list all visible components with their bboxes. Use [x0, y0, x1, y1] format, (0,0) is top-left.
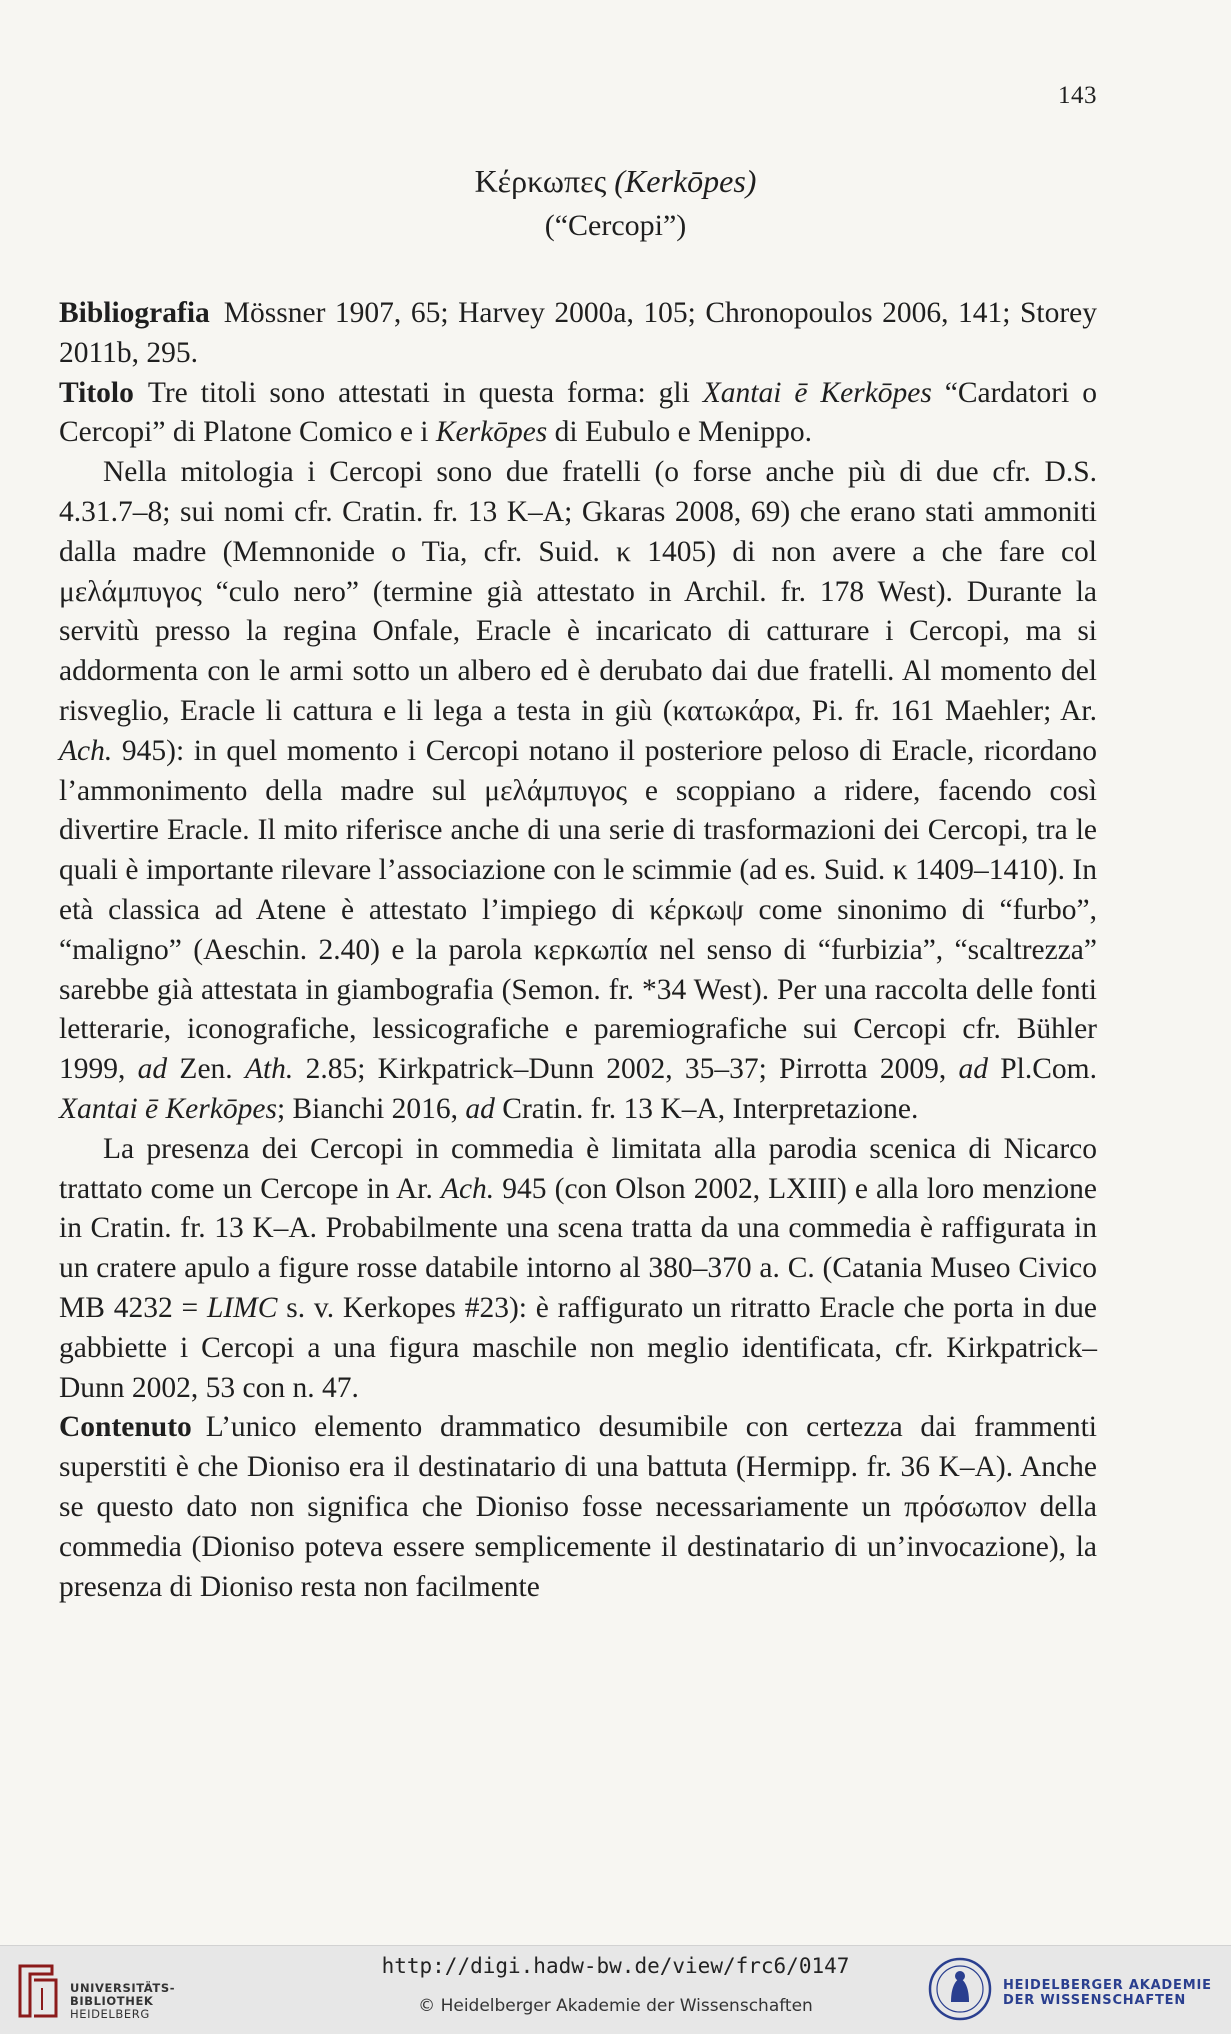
titolo-section [59, 374, 1097, 454]
titolo-label: Titolo [59, 376, 134, 409]
contenuto-label: Contenuto [59, 1411, 192, 1444]
italic-run: ad [137, 1053, 168, 1086]
text-run: Zen. [167, 1053, 245, 1086]
italic-run: Ath. [244, 1053, 294, 1086]
italic-run: ad [958, 1053, 988, 1086]
text-run: s. v. Kerkopes #23): è raffigurato un ritratto Eracle che porta in due gabbiette i Cercopi a una figura maschile non meglio identificata, cfr. Kirkpatrick–Dunn 2002, 53 con n. 47. [59, 1291, 1098, 1404]
italic-run: Ach. [59, 734, 113, 767]
text-run: Pl.Com. [988, 1053, 1097, 1086]
entry-title [0, 160, 1231, 248]
academy-name [1003, 1978, 1212, 2008]
academy-logo[interactable] [927, 1956, 1217, 2024]
text-run: La presenza dei Cercopi in commedia è limitata alla parodia scenica di Nicarco trattato come un Cercope in Ar. [59, 1132, 1097, 1205]
page-number: 143 [1058, 82, 1097, 109]
text-run: di Eubulo e Menippo. [547, 416, 812, 449]
italic-run: ad [465, 1092, 495, 1125]
academy-seal-icon [927, 1956, 993, 2022]
italic-run: Xantai ē Kerkōpes [702, 376, 932, 409]
text-run: Cratin. fr. 13 K–A, Interpretazione. [494, 1092, 919, 1125]
italic-run: Ach. [440, 1172, 495, 1205]
title-line [0, 160, 1231, 202]
bibliografia-section [59, 294, 1097, 374]
contenuto-section [59, 1408, 1097, 1607]
mythology-paragraph [59, 453, 1097, 1130]
logo-text-line: UNIVERSITÄTS- [70, 1981, 176, 1995]
entry-body [59, 294, 1097, 1607]
text-run: “Cardatori o Cercopi” di Platone Comico e i [59, 376, 1097, 449]
text-run: 2.85; Kirkpatrick–Dunn 2002, 35–37; Pirrotta 2009, [293, 1053, 959, 1086]
bibliografia-label: Bibliografia [59, 297, 210, 329]
logo-text-line: BIBLIOTHEK [70, 1994, 154, 2008]
permalink-url[interactable]: http://digi.hadw-bw.de/view/frc6/0147 [381, 1954, 850, 1978]
logo-text-line: HEIDELBERGER AKADEMIE [1003, 1978, 1212, 1993]
viewer-footer [0, 1945, 1231, 2034]
title-translation: (“Cercopi”) [544, 209, 687, 242]
logo-text-line: DER WISSENSCHAFTEN [1003, 1993, 1187, 2008]
italic-run: Xantai ē Kerkōpes [59, 1092, 277, 1125]
italic-run: LIMC [206, 1291, 278, 1324]
title-latin: (Kerkōpes) [614, 163, 757, 199]
title-greek: Κέρκωπες [474, 163, 607, 199]
text-run: Tre titoli sono attestati in questa forma: gli [147, 376, 703, 409]
text-run: Nella mitologia i Cercopi sono due fratelli (o forse anche più di due cfr. D.S. 4.31.7–8; sui nomi cfr. Cratin. fr. 13 K–A; Gkaras 2008, 69) che erano stati ammoniti dalla madre (Memnonide o Tia, cfr. Suid. κ 1405) di non avere a che fare col μελάμπυγος “culo nero” (termine già attestato in Archil. fr. 178 West). Durante la servitù presso la regina Onfale, Eracle è incaricato di catturare i Cercopi, ma si addormenta con le armi sotto un albero ed è derubato dai due fratelli. Al momento del risveglio, Eracle li cattura e li lega a testa in giù (κατωκάρα, Pi. fr. 161 Maehler; Ar. [59, 456, 1097, 727]
text-run: 945): in quel momento i Cercopi notano il posteriore peloso di Eracle, ricordano l’ammonimento della madre sul μελάμπυγος e scoppiano a ridere, facendo così divertire Eracle. Il mito riferisce anche di una serie di trasformazioni dei Cercopi, tra le quali è importante rilevare l’associazione con le scimmie (ad es. Suid. κ 1409–1410). In età classica ad Atene è attestato l’impiego di κέρκωψ come sinonimo di “furbo”, “maligno” (Aeschin. 2.40) e la parola κερκωπία nel senso di “furbizia”, “scaltrezza” sarebbe già attestata in giambografia (Semon. fr. *34 West). Per una raccolta delle fonti letterarie, iconografiche, lessicografiche e paremiografiche sui Cercopi cfr. Bühler 1999, [59, 734, 1097, 1086]
text-run: 945 (con Olson 2002, LXIII) e alla loro menzione in Cratin. fr. 13 K–A. Probabilmente una scena tratta da una commedia è raffigurata in un cratere apulo a figure rosse databile intorno al 380–370 a. C. (Catania Museo Civico MB 4232 = [59, 1172, 1097, 1324]
comedy-paragraph [59, 1130, 1097, 1409]
contenuto-text: L’unico elemento drammatico desumibile con certezza dai frammenti superstiti è che Dioniso era il destinatario di una battuta (Hermipp. fr. 36 K–A). Anche se questo dato non significa che Dioniso fosse necessariamente un πρόσωπον della commedia (Dioniso poteva essere semplicemente il destinatario di un’invocazione), la presenza di Dioniso resta non facilmente [59, 1411, 1097, 1603]
copyright-notice: © Heidelberger Akademie der Wissenschaften [418, 1996, 813, 2016]
text-run: ; Bianchi 2016, [276, 1092, 466, 1125]
logo-text-line: HEIDELBERG [70, 2007, 150, 2021]
bibliografia-text: Mössner 1907, 65; Harvey 2000a, 105; Chronopoulos 2006, 141; Storey 2011b, 295. [59, 297, 1097, 369]
italic-run: Kerkōpes [435, 416, 548, 449]
